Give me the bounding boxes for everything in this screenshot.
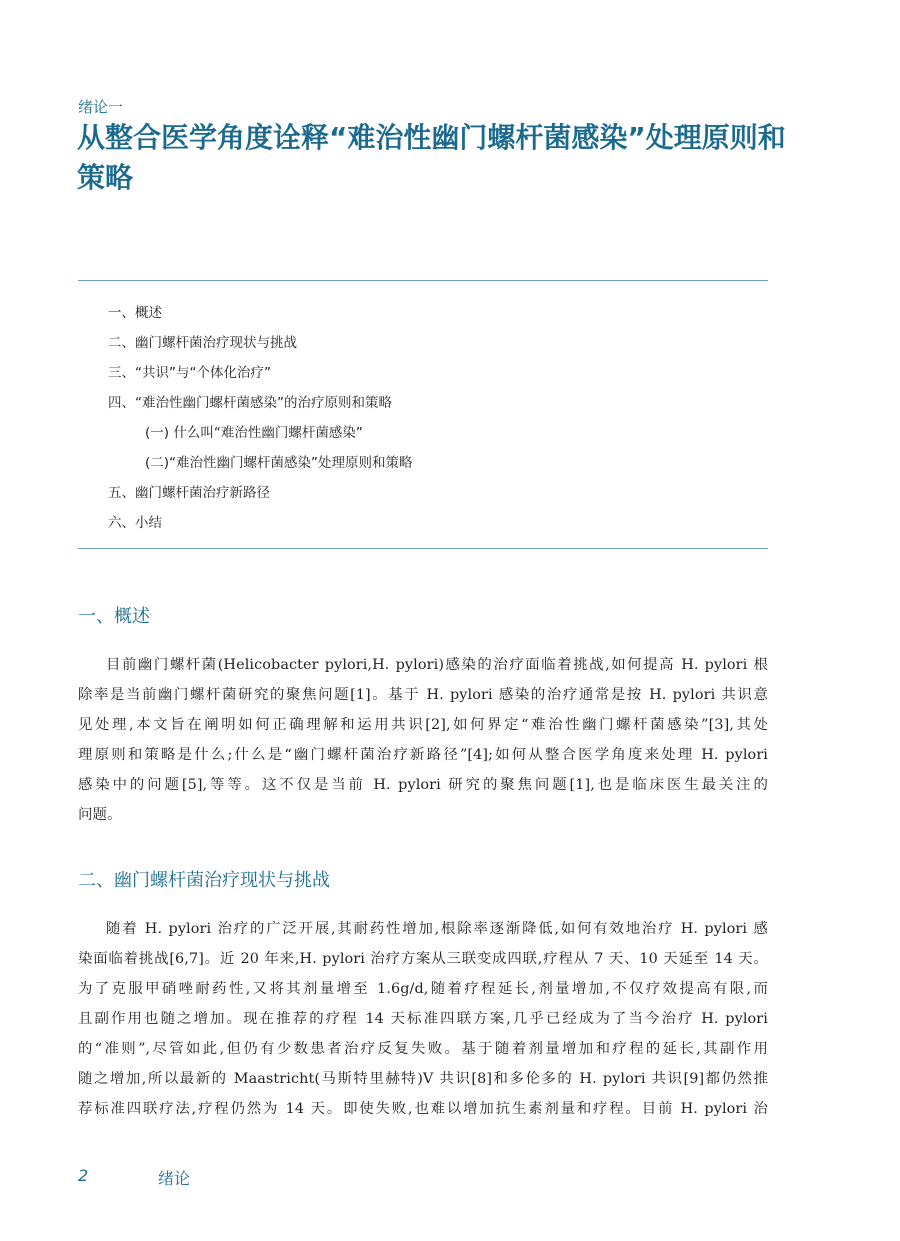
toc-subitem: (一) 什么叫“难治性幽门螺杆菌感染” — [145, 425, 363, 441]
text-line: 为了克服甲硝唑耐药性,又将其剂量增至 1.6g/d,随着疗程延长,剂量增加,不仅疗效提高有限,而 — [78, 981, 768, 997]
table-of-contents — [108, 298, 413, 538]
chapter-title: 从整合医学角度诠释“难治性幽门螺杆菌感染”处理原则和策略 — [77, 121, 786, 194]
toc-item: 二、幽门螺杆菌治疗现状与挑战 — [108, 335, 297, 351]
toc-item: 六、小结 — [108, 515, 162, 531]
toc-bottom-rule — [78, 548, 768, 549]
text-line: 问题。 — [78, 807, 122, 823]
chapter-kicker: 绪论一 — [78, 98, 124, 116]
text-line: 随之增加,所以最新的 Maastricht(马斯特里赫特)V 共识[8]和多伦多的 H. pylori 共识[9]都仍然推 — [78, 1071, 768, 1087]
running-title: 绪论 — [158, 1169, 191, 1188]
toc-item: 四、“难治性幽门螺杆菌感染”的治疗原则和策略 — [108, 395, 392, 411]
text-line: 除率是当前幽门螺杆菌研究的聚焦问题[1]。基于 H. pylori 感染的治疗通常是按 H. pylori 共识意 — [78, 687, 768, 703]
toc-item: 三、“共识”与“个体化治疗” — [108, 365, 271, 381]
text-line: 的“准则”,尽管如此,但仍有少数患者治疗反复失败。基于随着剂量增加和疗程的延长,其副作用 — [78, 1041, 768, 1057]
toc-top-rule — [78, 280, 768, 281]
page-number: 2 — [78, 1166, 89, 1185]
section-body-overview — [78, 650, 768, 830]
toc-item: 一、概述 — [108, 305, 162, 321]
toc-subitem: (二)“难治性幽门螺杆菌感染”处理原则和策略 — [145, 455, 413, 471]
text-line: 随着 H. pylori 治疗的广泛开展,其耐药性增加,根除率逐渐降低,如何有效地治疗 H. pylori 感 — [106, 921, 768, 937]
section-body-status — [78, 914, 768, 1124]
text-line: 目前幽门螺杆菌(Helicobacter pylori,H. pylori)感染的治疗面临着挑战,如何提高 H. pylori 根 — [106, 657, 768, 673]
text-line: 且副作用也随之增加。现在推荐的疗程 14 天标准四联方案,几乎已经成为了当今治疗 H. pylori — [78, 1011, 768, 1027]
text-line: 感染中的问题[5],等等。这不仅是当前 H. pylori 研究的聚焦问题[1],也是临床医生最关注的 — [78, 777, 768, 793]
text-line: 染面临着挑战[6,7]。近 20 年来,H. pylori 治疗方案从三联变成四联,疗程从 7 天、10 天延至 14 天。 — [78, 951, 768, 967]
toc-item: 五、幽门螺杆菌治疗新路径 — [108, 485, 270, 501]
text-line: 见处理,本文旨在阐明如何正确理解和运用共识[2],如何界定“难治性幽门螺杆菌感染”[3],其处 — [78, 717, 768, 733]
section-heading-overview: 一、概述 — [78, 606, 150, 627]
text-line: 荐标准四联疗法,疗程仍然为 14 天。即使失败,也难以增加抗生素剂量和疗程。目前 H. pylori 治 — [78, 1101, 768, 1117]
text-line: 理原则和策略是什么;什么是“幽门螺杆菌治疗新路径”[4];如何从整合医学角度来处理 H. pylori — [78, 747, 768, 763]
section-heading-status: 二、幽门螺杆菌治疗现状与挑战 — [78, 870, 330, 891]
